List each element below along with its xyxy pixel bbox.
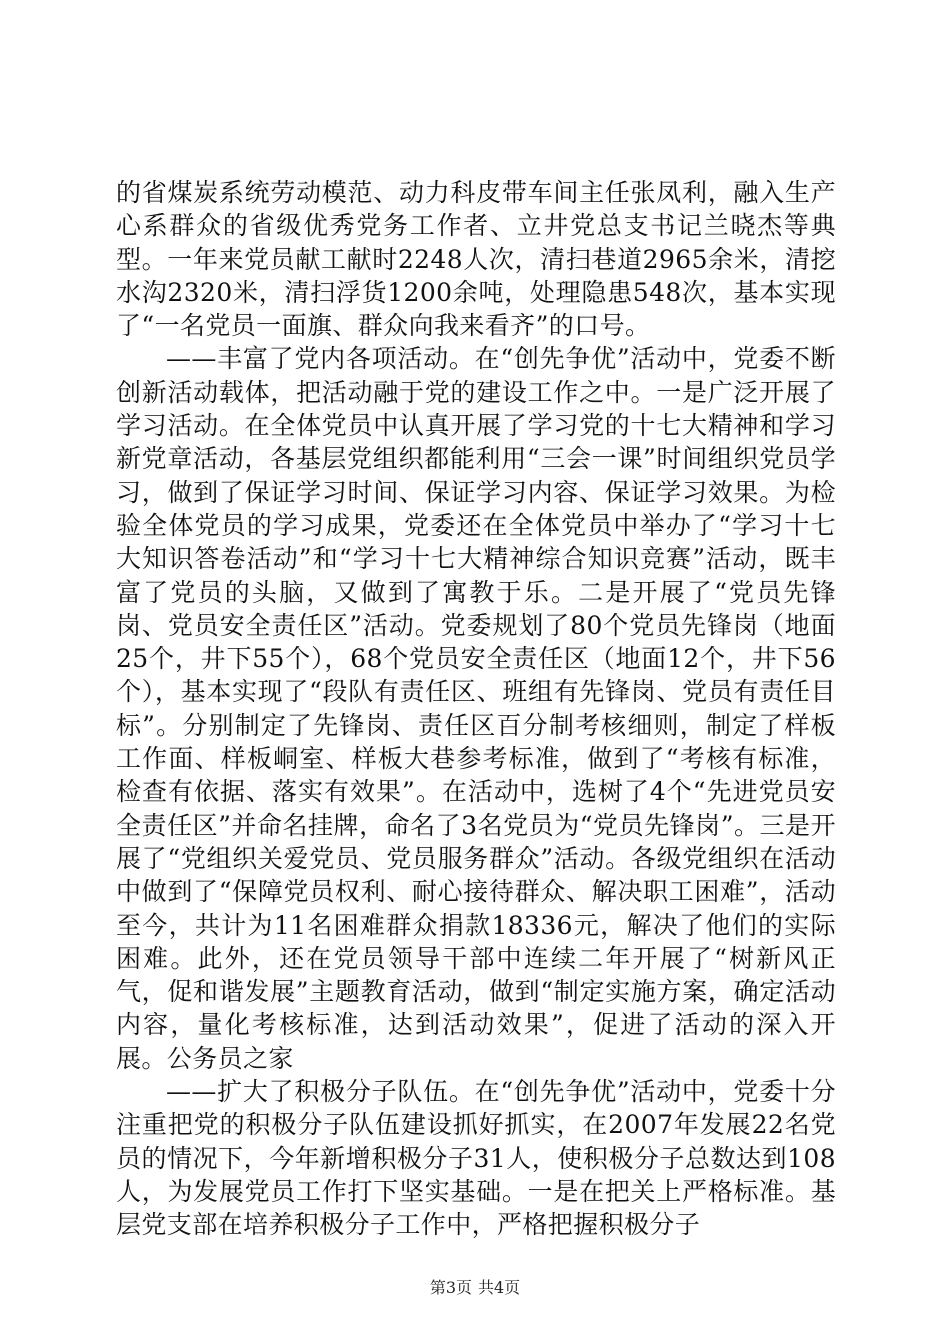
page-total: 共4页 bbox=[478, 1278, 521, 1297]
paragraph-3: ——扩大了积极分子队伍。在“创先争优”活动中，党委十分注重把党的积极分子队伍建设抓好抓实，在2007年发展22名党员的情况下，今年新增积极分子31人，使积极分子总数达到108人，为发展党员工作打下坚实基础。一是在把关上严格标准。基层党支部在培养积极分子工作中，严格把握积极分子 bbox=[116, 1077, 836, 1240]
page-footer bbox=[0, 1275, 950, 1298]
page-number: 第3页 bbox=[429, 1278, 472, 1297]
paragraph-1: 的省煤炭系统劳动模范、动力科皮带车间主任张凤利，融入生产心系群众的省级优秀党务工作者、立井党总支书记兰晓杰等典型。一年来党员献工献时2248人次，清扫巷道2965余米，清挖水沟2320米，清扫浮货1200余吨，处理隐患548次，基本实现了“一名党员一面旗、群众向我来看齐”的口号。 bbox=[116, 178, 836, 341]
paragraph-2: ——丰富了党内各项活动。在“创先争优”活动中，党委不断创新活动载体，把活动融于党的建设工作之中。一是广泛开展了学习活动。在全体党员中认真开展了学习党的十七大精神和学习新党章活动，各基层党组织都能利用“三会一课”时间组织党员学习，做到了保证学习时间、保证学习内容、保证学习效果。为检验全体党员的学习成果，党委还在全体党员中举办了“学习十七大知识答卷活动”和“学习十七大精神综合知识竞赛”活动，既丰富了党员的头脑，又做到了寓教于乐。二是开展了“党员先锋岗、党员安全责任区”活动。党委规划了80个党员先锋岗（地面25个，井下55个），68个党员安全责任区（地面12个，井下56个），基本实现了“段队有责任区、班组有先锋岗、党员有责任目标”。分别制定了先锋岗、责任区百分制考核细则，制定了样板工作面、样板峒室、样板大巷参考标准，做到了“考核有标准，检查有依据、落实有效果”。在活动中，选树了4个“先进党员安全责任区”并命名挂牌，命名了3名党员为“党员先锋岗”。三是开展了“党组织关爱党员、党员服务群众”活动。各级党组织在活动中做到了“保障党员权利、耐心接待群众、解决职工困难”，活动至今，共计为11名困难群众捐款18336元，解决了他们的实际困难。此外，还在党员领导干部中连续二年开展了“树新风正气，促和谐发展”主题教育活动，做到“制定实施方案，确定活动内容，量化考核标准，达到活动效果”，促进了活动的深入开展。公务员之家 bbox=[116, 344, 836, 1073]
document-body bbox=[116, 176, 836, 1242]
